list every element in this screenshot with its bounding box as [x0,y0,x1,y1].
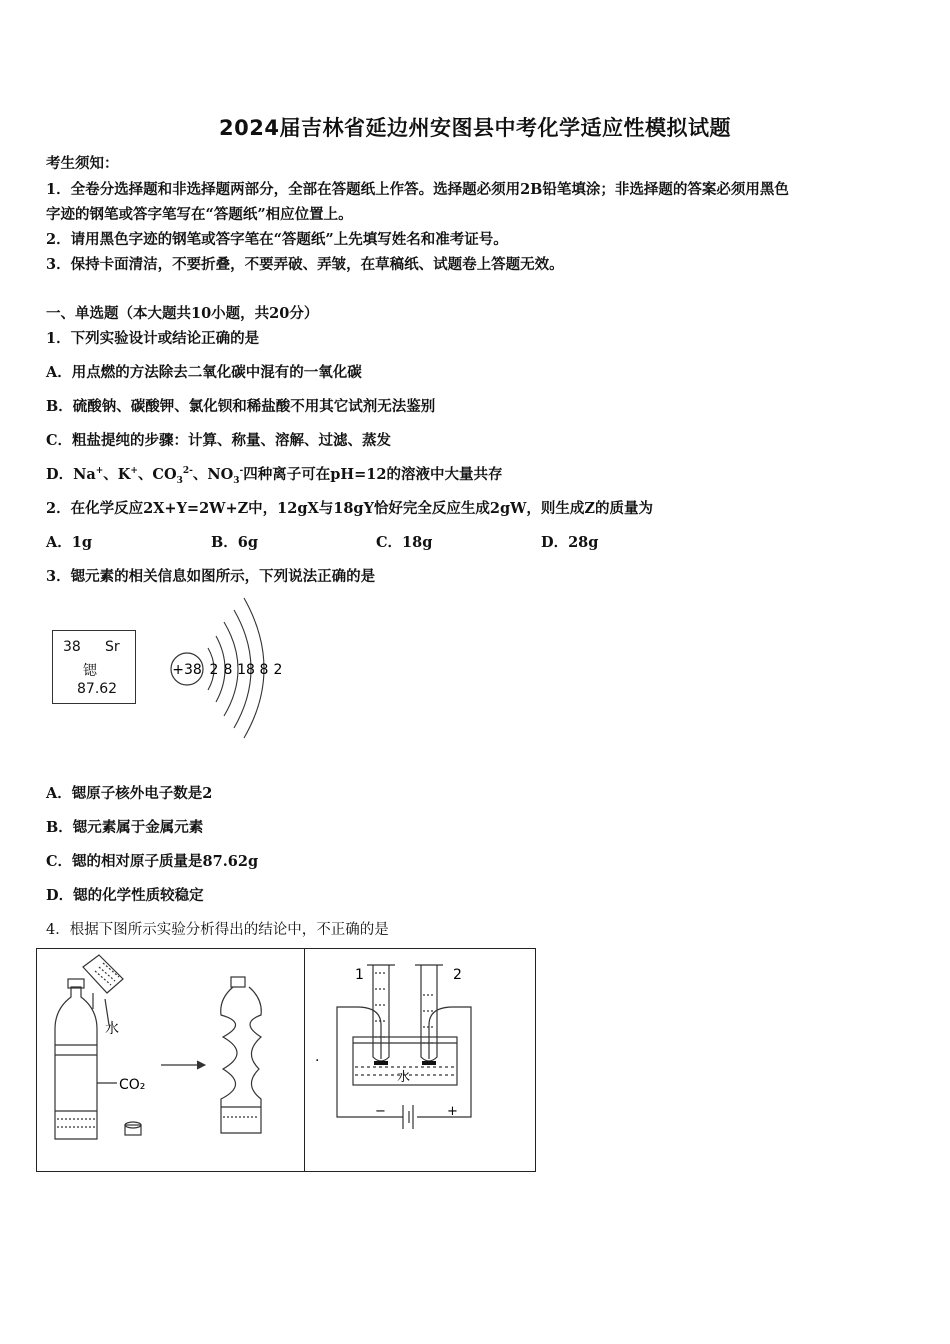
q2-option-c: C．18g [376,534,433,551]
co2-label: CO₂ [119,1077,146,1093]
tube-label-1: 1 [355,967,364,983]
tube-label-2: 2 [453,967,462,983]
minus-label: − [375,1104,386,1119]
notice-item-3: 3．保持卡面清洁，不要折叠，不要弄破、弄皱，在草稿纸、试题卷上答题无效。 [46,256,564,273]
notice-item-1-line-2: 字迹的钢笔或答字笔写在“答题纸”相应位置上。 [46,206,353,223]
shell-count-2: 8 [223,662,233,678]
q1-option-b: B．硫酸钠、碳酸钾、氯化钡和稀盐酸不用其它试剂无法鉴别 [46,398,436,415]
q1-option-c: C．粗盐提纯的步骤：计算、称量、溶解、过滤、蒸发 [46,432,392,449]
experiment-drawings [37,949,535,1171]
q3-stem: 3．锶元素的相关信息如图所示，下列说法正确的是 [46,568,376,585]
electrode-right [422,1061,436,1065]
q1-option-a: A．用点燃的方法除去二氧化碳中混有的一氧化碳 [46,364,362,381]
water-label: 水 [105,1021,119,1037]
beaker-pouring-icon [83,955,123,1025]
q3-option-a: A．锶原子核外电子数是2 [46,785,213,802]
bottle-crushed-icon [221,977,262,1133]
q3-option-c: C．锶的相对原子质量是87.62g [46,853,259,870]
q1-option-d: D．Na+、K+、$CO_3^{2-}$、$NO_3^-$四种离子可在pH=12的溶液中大量共存 [46,466,503,486]
q1-stem: 1．下列实验设计或结论正确的是 [46,330,260,347]
water-label-right: 水 [397,1070,411,1085]
arrow-right-icon [197,1061,205,1069]
notice-item-2: 2．请用黑色字迹的钢笔或答字笔在“答题纸”上先填写姓名和准考证号。 [46,231,508,248]
q2-option-b: B．6g [211,534,258,551]
shell-count-1: 2 [209,662,219,678]
electrode-left [374,1061,388,1065]
nucleus-charge: +38 [172,662,202,678]
element-name: 锶 [83,663,97,679]
notice-item-1-line-1: 1．全卷分选择题和非选择题两部分，全部在答题纸上作答。选择题必须用2B铅笔填涂；非选择题的答案必须用黑色 [46,181,789,198]
element-number: 38 [63,639,81,655]
q4-stem: 4．根据下图所示实验分析得出的结论中，不正确的是 [46,922,389,938]
atom-structure-diagram [164,596,304,740]
q2-option-d: D．28g [541,534,599,551]
notice-heading: 考生须知： [46,155,119,172]
shell-count-3: 18 [237,662,255,678]
shell-count-4: 8 [259,662,269,678]
element-mass: 87.62 [77,681,118,697]
q3-option-b: B．锶元素属于金属元素 [46,819,204,836]
q3-option-d: D．锶的化学性质较稳定 [46,887,204,904]
experiment-figure [36,948,536,1172]
bottle-cap-icon [125,1122,141,1135]
plus-label: + [447,1104,458,1119]
element-card [52,630,136,704]
shell-count-5: 2 [273,662,283,678]
page-title: 2024届吉林省延边州安图县中考化学适应性模拟试题 [219,116,731,140]
q2-option-a: A．1g [46,534,92,551]
section-heading: 一、单选题（本大题共10小题，共20分） [46,305,319,322]
bottle-left-icon [55,979,97,1139]
element-symbol: Sr [105,639,120,655]
q2-stem: 2．在化学反应2X+Y=2W+Z中，12gX与18gY恰好完全反应生成2gW，则生成Z的质量为 [46,500,654,517]
figure-dot: . [315,1049,320,1065]
